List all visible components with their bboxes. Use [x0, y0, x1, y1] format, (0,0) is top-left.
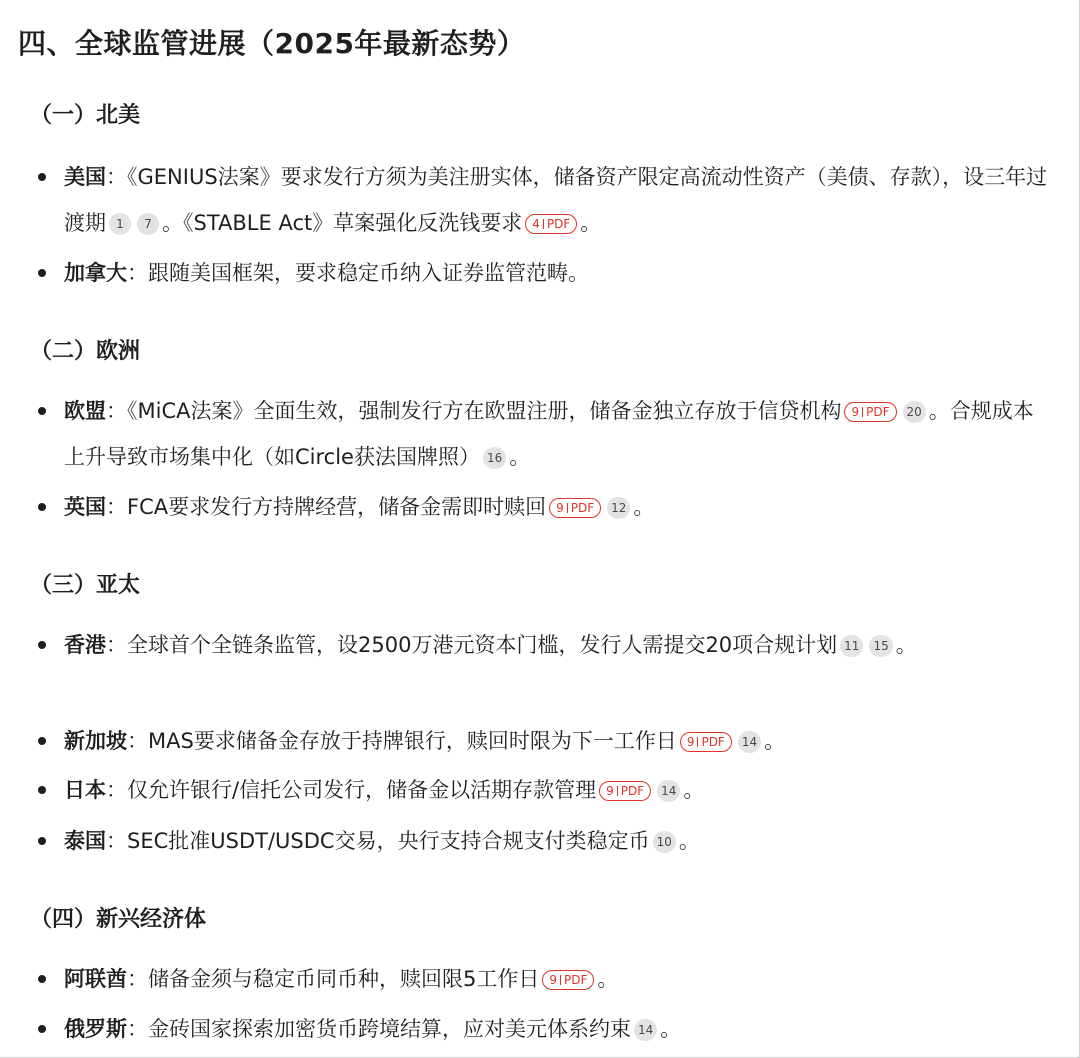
pdf-citation-badge[interactable] [680, 732, 732, 752]
item-text: SEC批准USDT/USDC交易，央行支持合规支付类稳定币 [127, 829, 650, 853]
item-text: 。 [509, 445, 531, 469]
citation-badge[interactable]: 20 [903, 401, 926, 423]
item-text: 全球首个全链条监管，设2500万港元资本门槛，发行人需提交20项合规计划 [127, 633, 838, 657]
pdf-citation-number: 4 [532, 217, 540, 231]
bullet-icon [38, 837, 46, 845]
list-item-text [64, 154, 1048, 246]
pdf-citation-number: 9 [606, 784, 614, 798]
list-item-uk [38, 484, 1048, 530]
colon: ： [127, 729, 148, 753]
list-item-text [64, 484, 1048, 530]
pdf-separator [543, 219, 544, 229]
pdf-citation-badge[interactable] [525, 214, 577, 234]
item-label: 加拿大 [64, 261, 127, 285]
item-label: 英国 [64, 495, 106, 519]
list-item-japan [38, 767, 1048, 813]
item-text: 。 [633, 495, 655, 519]
pdf-citation-badge[interactable] [549, 498, 601, 518]
list-item-text [64, 818, 1048, 864]
section-heading-emerging-economies: （四）新兴经济体 [30, 907, 207, 932]
pdf-citation-number: 9 [851, 405, 860, 419]
colon: ： [106, 633, 127, 657]
item-text: 《GENIUS法案》要求发行方须为美注册实体，储备资产限定高流动性资产（美债、存款），设三年过渡期 [64, 165, 1048, 235]
list-item-text [64, 718, 1048, 764]
list-item-russia [38, 1006, 1048, 1052]
pdf-citation-badge[interactable] [542, 970, 594, 990]
bullet-icon [38, 173, 46, 181]
item-text: FCA要求发行方持牌经营，储备金需即时赎回 [127, 495, 547, 519]
item-text: 。 [764, 729, 786, 753]
bullet-icon [38, 975, 46, 983]
colon: ： [106, 399, 127, 423]
pdf-separator [567, 503, 568, 513]
item-text: 。 [580, 211, 602, 235]
item-text: 储备金须与稳定币同币种，赎回限5工作日 [148, 967, 540, 991]
item-label: 美国 [64, 165, 106, 189]
citation-badge[interactable]: 14 [634, 1019, 657, 1041]
pdf-label: PDF [570, 501, 595, 515]
colon: ： [106, 165, 127, 189]
bullet-icon [38, 737, 46, 745]
item-text: 。 [660, 1017, 682, 1041]
item-text: 。合规成本上升导致市场集中化（如Circle获法国牌照） [64, 399, 1034, 469]
section-heading-europe: （二）欧洲 [30, 339, 141, 364]
list-item-singapore [38, 718, 1048, 764]
colon: ： [106, 778, 127, 802]
item-text: 。 [895, 633, 917, 657]
list-item-canada [38, 250, 1048, 296]
pdf-label: PDF [620, 784, 645, 798]
pdf-separator [617, 786, 618, 796]
citation-badge[interactable]: 15 [869, 635, 892, 657]
item-label: 香港 [64, 633, 106, 657]
citation-badge[interactable]: 11 [840, 635, 863, 657]
citation-badge[interactable]: 16 [483, 447, 506, 469]
item-label: 日本 [64, 778, 106, 802]
bullet-icon [38, 786, 46, 794]
pdf-label: PDF [546, 217, 571, 231]
colon: ： [106, 495, 127, 519]
colon: ： [127, 1017, 148, 1041]
list-item-text [64, 388, 1048, 480]
list-item-thailand [38, 818, 1048, 864]
list-item-hong-kong [38, 622, 1048, 668]
list-item-text [64, 956, 1048, 1002]
item-label: 欧盟 [64, 399, 106, 423]
list-item-text [64, 1006, 1048, 1052]
citation-badge[interactable]: 10 [653, 831, 676, 853]
pdf-separator [697, 737, 698, 747]
item-label: 泰国 [64, 829, 106, 853]
list-item-us [38, 154, 1048, 246]
citation-badge[interactable]: 14 [657, 780, 680, 802]
bullet-icon [38, 269, 46, 277]
colon: ： [127, 261, 148, 285]
pdf-separator [862, 407, 863, 417]
pdf-citation-number: 9 [686, 735, 695, 749]
item-text: 金砖国家探索加密货币跨境结算，应对美元体系约束 [148, 1017, 631, 1041]
bullet-icon [38, 503, 46, 511]
item-text: 。 [678, 829, 700, 853]
pdf-citation-number: 9 [556, 501, 564, 515]
page-title: 四、全球监管进展（2025年最新态势） [18, 27, 526, 60]
citation-badge[interactable]: 1 [109, 213, 131, 235]
item-text: 跟随美国框架，要求稳定币纳入证券监管范畴。 [148, 261, 589, 285]
pdf-label: PDF [866, 405, 890, 419]
list-item-uae [38, 956, 1048, 1002]
citation-badge[interactable]: 12 [607, 497, 630, 519]
section-heading-north-america: （一）北美 [30, 103, 141, 128]
colon: ： [127, 967, 148, 991]
list-item-text [64, 622, 1048, 668]
pdf-label: PDF [701, 735, 725, 749]
citation-badge[interactable]: 7 [137, 213, 159, 235]
item-text: 。 [597, 967, 619, 991]
citation-badge[interactable]: 14 [738, 731, 761, 753]
bullet-icon [38, 641, 46, 649]
item-text: 《MiCA法案》全面生效，强制发行方在欧盟注册，储备金独立存放于信贷机构 [127, 399, 842, 423]
colon: ： [106, 829, 127, 853]
section-heading-asia-pacific: （三）亚太 [30, 573, 141, 598]
item-text: MAS要求储备金存放于持牌银行，赎回时限为下一工作日 [148, 729, 677, 753]
item-text: 。 [683, 778, 705, 802]
list-item-text [64, 250, 1048, 296]
pdf-citation-badge[interactable] [844, 402, 896, 422]
item-label: 阿联酋 [64, 967, 127, 991]
item-text: 。《STABLE Act》草案强化反洗钱要求 [162, 211, 523, 235]
pdf-citation-number: 9 [549, 973, 557, 987]
item-label: 俄罗斯 [64, 1017, 127, 1041]
item-text: 仅允许银行/信托公司发行，储备金以活期存款管理 [127, 778, 597, 802]
list-item-eu [38, 388, 1048, 480]
pdf-separator [560, 975, 561, 985]
pdf-citation-badge[interactable] [599, 781, 651, 801]
pdf-label: PDF [564, 973, 588, 987]
bullet-icon [38, 1025, 46, 1033]
list-item-text [64, 767, 1048, 813]
bullet-icon [38, 407, 46, 415]
item-label: 新加坡 [64, 729, 127, 753]
